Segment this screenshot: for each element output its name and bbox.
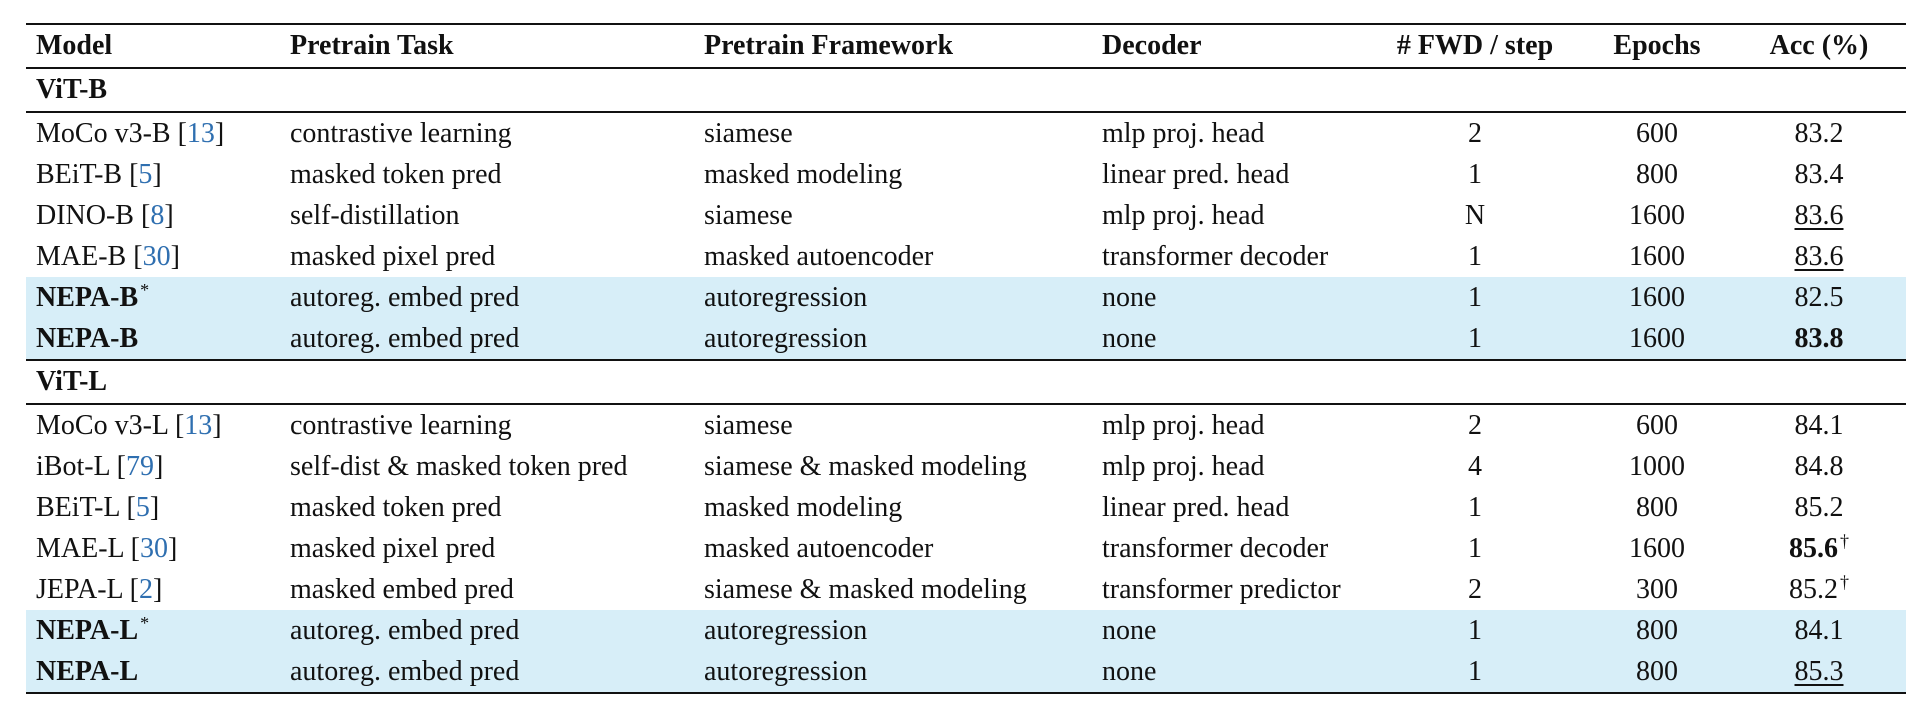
pretrain-task-cell: masked token pred	[290, 492, 502, 523]
accuracy-value: 82.5	[1794, 282, 1844, 313]
accuracy-value: 84.8	[1794, 451, 1844, 482]
section-row	[26, 360, 1906, 404]
pretrain-task-cell: self-distillation	[290, 200, 460, 231]
citation-link: 13	[186, 118, 215, 149]
decoder-cell: linear pred. head	[1102, 159, 1290, 190]
accuracy-value: 84.1	[1794, 615, 1844, 646]
decoder-cell: transformer predictor	[1102, 574, 1341, 605]
fwd-cell: N	[1464, 200, 1486, 231]
decoder-cell: none	[1092, 318, 1368, 360]
accuracy-cell	[1732, 446, 1906, 487]
pretrain-framework-cell: siamese	[704, 118, 793, 149]
pretrain-task-cell: autoreg. embed pred	[280, 610, 694, 651]
model-name: NEPA-B	[36, 282, 139, 313]
header-fwd-per-step: # FWD / step	[1368, 24, 1582, 68]
results-table	[26, 23, 1906, 694]
accuracy-cell	[1732, 236, 1906, 277]
model-cell: DINO-B [8]	[36, 200, 174, 231]
pretrain-task-cell: autoreg. embed pred	[280, 318, 694, 360]
decoder-cell: none	[1092, 610, 1368, 651]
model-name: NEPA-L	[36, 656, 139, 687]
accuracy-value: 83.8	[1794, 323, 1844, 354]
table-row	[26, 195, 1906, 236]
model-name: MoCo v3-B	[36, 118, 171, 149]
header-pretrain-framework: Pretrain Framework	[694, 24, 1092, 68]
citation-link: 8	[150, 200, 165, 231]
model-name: BEiT-L	[36, 492, 120, 523]
table-row	[26, 651, 1906, 693]
pretrain-task-cell: contrastive learning	[290, 410, 512, 441]
fwd-cell: 4	[1468, 451, 1482, 482]
decoder-cell: mlp proj. head	[1102, 200, 1265, 231]
pretrain-task-cell: autoreg. embed pred	[280, 651, 694, 693]
fwd-cell: 1	[1468, 159, 1482, 190]
pretrain-task-cell: contrastive learning	[290, 118, 512, 149]
fwd-cell: 1	[1468, 241, 1482, 272]
pretrain-framework-cell: autoregression	[694, 651, 1092, 693]
model-cell: MoCo v3-L [13]	[36, 410, 222, 441]
pretrain-task-cell: masked token pred	[290, 159, 502, 190]
decoder-cell: linear pred. head	[1102, 492, 1290, 523]
epochs-cell: 1000	[1629, 451, 1685, 482]
citation-link: 30	[142, 241, 171, 272]
model-cell: BEiT-B [5]	[36, 159, 162, 190]
accuracy-cell	[1732, 154, 1906, 195]
model-name: BEiT-B	[36, 159, 123, 190]
decoder-cell: mlp proj. head	[1102, 118, 1265, 149]
section-title: ViT-L	[26, 360, 1906, 404]
model-cell: MAE-L [30]	[36, 533, 178, 564]
pretrain-task-cell: masked pixel pred	[290, 241, 496, 272]
epochs-cell: 1600	[1629, 241, 1685, 272]
citation-link: 79	[125, 451, 154, 482]
fwd-cell: 1	[1368, 318, 1582, 360]
accuracy-cell	[1732, 277, 1906, 318]
results-table-container	[26, 23, 1906, 694]
header-decoder: Decoder	[1092, 24, 1368, 68]
table-row	[26, 610, 1906, 651]
citation-link: 30	[139, 533, 168, 564]
header-accuracy: Acc (%)	[1732, 24, 1906, 68]
epochs-cell: 1600	[1582, 318, 1732, 360]
model-cell	[26, 277, 280, 318]
pretrain-task-cell: masked embed pred	[290, 574, 514, 605]
model-superscript: *	[140, 279, 150, 300]
table-row	[26, 277, 1906, 318]
decoder-cell: mlp proj. head	[1102, 451, 1265, 482]
accuracy-value: 84.1	[1794, 410, 1844, 441]
fwd-cell: 1	[1368, 651, 1582, 693]
accuracy-value: 85.2	[1789, 574, 1838, 605]
accuracy-cell	[1732, 487, 1906, 528]
accuracy-value: 83.4	[1794, 159, 1844, 190]
header-model: Model	[26, 24, 280, 68]
model-name: MAE-L	[36, 533, 124, 564]
model-cell: JEPA-L [2]	[36, 574, 163, 605]
citation-link: 2	[138, 574, 153, 605]
epochs-cell: 1600	[1629, 533, 1685, 564]
header-epochs: Epochs	[1582, 24, 1732, 68]
model-cell: BEiT-L [5]	[36, 492, 160, 523]
section-title: ViT-B	[26, 68, 1906, 112]
accuracy-superscript: †	[1840, 530, 1849, 551]
pretrain-framework-cell: siamese & masked modeling	[704, 451, 1027, 482]
header-row	[26, 24, 1906, 68]
epochs-cell: 600	[1636, 118, 1678, 149]
decoder-cell: transformer decoder	[1102, 241, 1329, 272]
pretrain-framework-cell: siamese	[704, 200, 793, 231]
section-row	[26, 68, 1906, 112]
pretrain-framework-cell: masked modeling	[704, 492, 903, 523]
accuracy-value: 85.3	[1794, 656, 1844, 687]
model-name: JEPA-L	[36, 574, 123, 605]
accuracy-cell	[1732, 651, 1906, 693]
table-row	[26, 528, 1906, 569]
citation-link: 13	[184, 410, 213, 441]
model-cell: MAE-B [30]	[36, 241, 180, 272]
epochs-cell: 800	[1582, 651, 1732, 693]
accuracy-value: 85.2	[1794, 492, 1844, 523]
accuracy-superscript: †	[1840, 571, 1849, 592]
pretrain-framework-cell: masked autoencoder	[704, 533, 934, 564]
epochs-cell: 1600	[1629, 200, 1685, 231]
table-row	[26, 112, 1906, 154]
accuracy-cell	[1732, 610, 1906, 651]
accuracy-cell	[1732, 318, 1906, 360]
model-name: MoCo v3-L	[36, 410, 168, 441]
table-row	[26, 318, 1906, 360]
table-row	[26, 236, 1906, 277]
fwd-cell: 2	[1468, 410, 1482, 441]
model-cell	[26, 318, 280, 360]
fwd-cell: 1	[1468, 533, 1482, 564]
accuracy-value: 83.6	[1794, 200, 1844, 231]
model-superscript: *	[140, 612, 150, 633]
epochs-cell: 800	[1582, 610, 1732, 651]
accuracy-cell	[1732, 569, 1906, 610]
decoder-cell: none	[1092, 651, 1368, 693]
model-cell: MoCo v3-B [13]	[36, 118, 225, 149]
pretrain-framework-cell: autoregression	[694, 318, 1092, 360]
pretrain-framework-cell: autoregression	[694, 277, 1092, 318]
accuracy-value: 83.6	[1794, 241, 1844, 272]
decoder-cell: none	[1092, 277, 1368, 318]
model-cell	[26, 651, 280, 693]
pretrain-task-cell: autoreg. embed pred	[280, 277, 694, 318]
pretrain-framework-cell: siamese & masked modeling	[704, 574, 1027, 605]
model-cell: iBot-L [79]	[36, 451, 164, 482]
model-name: NEPA-B	[36, 323, 139, 354]
header-pretrain-task: Pretrain Task	[280, 24, 694, 68]
epochs-cell: 300	[1636, 574, 1678, 605]
model-name: iBot-L	[36, 451, 110, 482]
accuracy-cell	[1732, 404, 1906, 446]
fwd-cell: 1	[1468, 492, 1482, 523]
fwd-cell: 1	[1368, 610, 1582, 651]
pretrain-framework-cell: masked modeling	[704, 159, 903, 190]
table-row	[26, 404, 1906, 446]
epochs-cell: 600	[1636, 410, 1678, 441]
epochs-cell: 800	[1636, 492, 1678, 523]
accuracy-value: 83.2	[1794, 118, 1844, 149]
model-cell	[26, 610, 280, 651]
table-row	[26, 154, 1906, 195]
pretrain-framework-cell: masked autoencoder	[704, 241, 934, 272]
table-row	[26, 569, 1906, 610]
table-row	[26, 487, 1906, 528]
accuracy-value: 85.6	[1789, 533, 1838, 564]
decoder-cell: transformer decoder	[1102, 533, 1329, 564]
epochs-cell: 1600	[1582, 277, 1732, 318]
fwd-cell: 2	[1468, 118, 1482, 149]
model-name: DINO-B	[36, 200, 134, 231]
model-name: MAE-B	[36, 241, 127, 272]
citation-link: 5	[138, 159, 153, 190]
accuracy-cell	[1732, 528, 1906, 569]
table-row	[26, 446, 1906, 487]
pretrain-framework-cell: autoregression	[694, 610, 1092, 651]
decoder-cell: mlp proj. head	[1102, 410, 1265, 441]
pretrain-task-cell: masked pixel pred	[290, 533, 496, 564]
pretrain-task-cell: self-dist & masked token pred	[290, 451, 628, 482]
fwd-cell: 2	[1468, 574, 1482, 605]
table-body	[26, 68, 1906, 693]
fwd-cell: 1	[1368, 277, 1582, 318]
accuracy-cell	[1732, 195, 1906, 236]
pretrain-framework-cell: siamese	[704, 410, 793, 441]
accuracy-cell	[1732, 112, 1906, 154]
model-name: NEPA-L	[36, 615, 139, 646]
epochs-cell: 800	[1636, 159, 1678, 190]
citation-link: 5	[135, 492, 150, 523]
